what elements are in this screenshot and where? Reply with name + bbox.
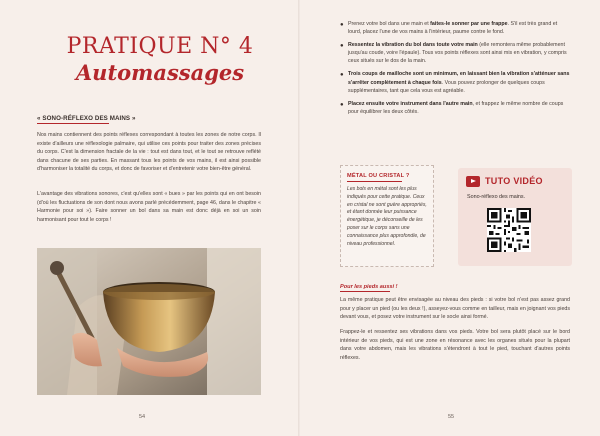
instruction-list <box>340 20 570 121</box>
qr-code-icon[interactable] <box>487 208 531 252</box>
page-number-left: 54 <box>139 414 146 420</box>
feet-paragraph-1: La même pratique peut être envisagée au niveau des pieds : si votre bol n'est pas assez grand pour y placer un pied (ou les deux !), asseyez-vous comme en tailleur, mais en joignant vos pieds devant vous, et posez votre instrument sur le socle ainsi formé. <box>340 297 570 321</box>
play-icon <box>466 176 480 187</box>
bullet-icon: ● <box>340 22 344 28</box>
metal-crystal-sidebar <box>340 165 434 267</box>
video-title: TUTO VIDÉO <box>485 176 543 186</box>
section-heading-underline <box>37 123 109 124</box>
feet-heading-underline <box>340 291 390 292</box>
sidebar-underline <box>347 181 402 182</box>
list-item: ● Trois coups de mailloche sont un minimum, en laissant bien la vibration s'atténuer sans s'arrêter complètement à chaque fois. Vous pouvez prolonger de quelques coups supplémentaires, tant que cela vous est agréable. <box>340 71 570 94</box>
sidebar-text: Les bols en métal sont les plus indiqués pour cette pratique. Ceux en cristal ne sont guère appropriés, et étant donnée leur puissance énergétique, je déconseille de les poser sur le corps sans une connaissance plus approfondie, de niveau professionnel. <box>347 186 427 247</box>
bullet-icon: ● <box>340 72 344 79</box>
page-number-right: 55 <box>448 414 455 420</box>
video-subtitle: Sono-réflexo des mains. <box>467 194 526 200</box>
page-title: PRATIQUE N° 4 <box>66 34 254 59</box>
list-item: ● Ressentez la vibration du bol dans toute votre main (elle remontera même probablement jusqu'au coude, voire l'épaule). Tous vos points réflexes sont ainsi mis en vibration, y compris ceux situés sur le dos de la main. <box>340 42 567 65</box>
page-subtitle: Automassages <box>75 60 245 85</box>
list-item: ● Prenez votre bol dans une main et faites-le sonner par une frappe. S'il est très grand et lourd, placez l'une de vos mains à l'intérieur, paume contre le fond. <box>340 21 558 36</box>
sidebar-title: MÉTAL OU CRISTAL ? <box>347 173 410 179</box>
sound-paragraph: L'avantage des vibrations sonores, c'est qu'elles sont « bues » par les points qui en ont besoin (d'où les fluctuations de son dont nous avons parlé précédemment, page 46, dans le chapitre « Harmonie pour soi »). Faire sonner un bol dans sa main est donc déjà en soi un soin harmonisant pour tout le corps ! <box>37 191 261 223</box>
intro-paragraph: Nos mains contiennent des points réflexes correspondant à toutes les zones de notre corps. Il existe d'ailleurs une réflexologie palmaire, qui utilise ces points pour traiter des zones précises du corps. C'est la dimension fractale de la vie : tout est dans tout, et le tout se retrouve reflété dans chacune de ses parties. En massant tous les points de vos mains, il est ainsi possible d'harmoniser la totalité du corps, et donc de favoriser et d'entretenir votre bien-être général. <box>37 132 261 173</box>
singing-bowl-photo <box>37 248 261 395</box>
video-tutorial-box <box>458 168 572 266</box>
feet-heading: Pour les pieds aussi ! <box>340 284 398 290</box>
list-item: ● Placez ensuite votre instrument dans l'autre main, et frappez le même nombre de coups pour équilibrer les deux côtés. <box>340 100 564 115</box>
left-page <box>0 0 299 436</box>
section-heading: « SONO-RÉFLEXO DES MAINS » <box>37 115 136 122</box>
bullet-icon: ● <box>340 43 344 50</box>
bullet-icon: ● <box>340 101 344 108</box>
feet-paragraph-2: Frappez-le et ressentez ses vibrations dans vos pieds. Votre bol sera plutôt placé sur le bord intérieur de vos pieds, qui est une zone en résonance avec les organes situés pour la plupart dans votre abdomen, mais les vibrations s'étendront à tout le pied, touchant d'autres points réflexes. <box>340 329 570 361</box>
